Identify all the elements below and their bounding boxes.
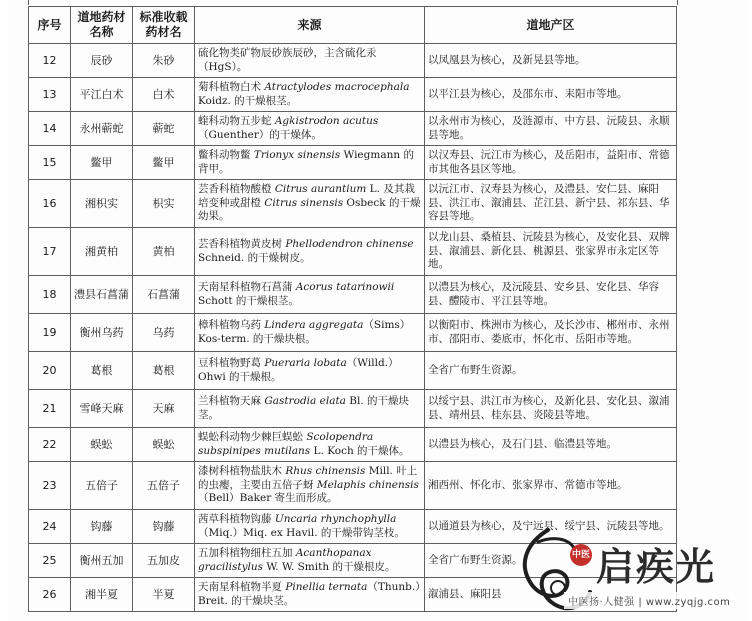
source-text: L. Koch 的干燥体。 <box>310 444 410 457</box>
table-row <box>29 228 677 276</box>
standard-name: 黄柏 <box>133 228 195 276</box>
herb-name: 湘黄柏 <box>71 228 133 276</box>
producing-area: 以衡阳市、株洲市为核心，及长沙市、郴州市、永州市、邵阳市、娄底市，怀化市、岳阳市等地。 <box>425 314 677 352</box>
producing-area: 以平江县为核心，及邵东市、耒阳市等地。 <box>425 78 677 112</box>
producing-area: 溆浦县、麻阳县 <box>425 578 677 612</box>
source-text: （Bell）Baker 寄生而形成。 <box>198 492 338 505</box>
standard-name: 五加皮 <box>133 544 195 578</box>
herb-name: 湘枳实 <box>71 180 133 228</box>
source-text: W. W. Smith 的干燥根皮。 <box>263 560 396 573</box>
latin-species-name: Pinellia ternata <box>285 581 368 593</box>
table-row <box>29 180 677 228</box>
herb-name: 雪峰天麻 <box>71 390 133 428</box>
header-name: 道地药材 名称 <box>71 7 133 44</box>
table-row <box>29 44 677 78</box>
row-number: 22 <box>29 428 71 462</box>
row-number: 26 <box>29 578 71 612</box>
producing-area: 以永州市为核心，及涟源市、中方县、沅陵县、永顺县等地。 <box>425 112 677 146</box>
producing-area: 以龙山县、桑植县、沅陵县为核心，及安化县、双牌县、溆浦县、新化县、桃源县、张家界市永定区等地。 <box>425 228 677 276</box>
table-row <box>29 276 677 314</box>
watermark-brand: 启疾光 <box>596 544 717 589</box>
latin-species-name: Gastrodia elata <box>264 395 346 407</box>
source-text: Mill. 叶上的虫瘿，主要由五倍子蚜 <box>198 465 418 491</box>
table-header-row <box>29 7 677 44</box>
latin-species-name: Uncaria rhynchophylla <box>274 513 397 525</box>
header-area: 道地产区 <box>425 7 677 44</box>
source-text: （Miq.）Miq. ex Havil. 的干燥带钩茎枝。 <box>198 526 405 539</box>
herb-name: 衡州乌药 <box>71 314 133 352</box>
latin-species-name: Agkistrodon acutus <box>274 115 379 127</box>
herb-source <box>195 510 425 544</box>
latin-species-name: Trionyx sinensis <box>253 149 341 161</box>
herb-source <box>195 462 425 510</box>
standard-name: 石菖蒲 <box>133 276 195 314</box>
table-row <box>29 78 677 112</box>
table-row <box>29 428 677 462</box>
producing-area: 全省广布野生资源。 <box>425 352 677 390</box>
source-text: 樟科植物乌药 <box>198 319 265 331</box>
latin-species-name: Acanthopanax gracilistylus <box>198 547 372 573</box>
standard-name: 鳖甲 <box>133 146 195 180</box>
source-text: Schott 的干燥根茎。 <box>198 294 299 307</box>
table-row <box>29 112 677 146</box>
herb-name: 湘半夏 <box>71 578 133 612</box>
table-row <box>29 390 677 428</box>
herb-name: 钩藤 <box>71 510 133 544</box>
herb-source <box>195 180 425 228</box>
standard-name: 蕲蛇 <box>133 112 195 146</box>
row-number: 18 <box>29 276 71 314</box>
herb-source <box>195 44 425 78</box>
row-number: 15 <box>29 146 71 180</box>
herb-name: 衡州五加 <box>71 544 133 578</box>
producing-area: 以澧县为核心，及沅陵县、安乡县、安化县、华容县、醴陵市、平江县等地。 <box>425 276 677 314</box>
herb-source <box>195 276 425 314</box>
row-number: 16 <box>29 180 71 228</box>
standard-name: 半夏 <box>133 578 195 612</box>
herb-name: 永州蕲蛇 <box>71 112 133 146</box>
producing-area: 湘西州、怀化市、张家界市、常德市等地。 <box>425 462 677 510</box>
row-number: 23 <box>29 462 71 510</box>
latin-species-name: Citrus aurantium <box>274 183 367 196</box>
row-number: 17 <box>29 228 71 276</box>
source-text: 茜草科植物钩藤 <box>198 513 275 525</box>
herb-source <box>195 78 425 112</box>
latin-species-name: Rhus chinensis <box>285 465 366 478</box>
table-top-edge <box>28 0 678 5</box>
herb-name: 蜈蚣 <box>71 428 133 462</box>
herb-name: 鳖甲 <box>71 146 133 180</box>
source-text: （Sims）Kos-term. 的干燥块根。 <box>198 319 411 345</box>
row-number: 12 <box>29 44 71 78</box>
herb-source <box>195 112 425 146</box>
row-number: 24 <box>29 510 71 544</box>
herb-name: 五倍子 <box>71 462 133 510</box>
latin-species-name: Citrus sinensis <box>264 196 344 209</box>
herb-source <box>195 390 425 428</box>
source-text: 硫化物类矿物辰砂族辰砂，主含硫化汞（HgS）。 <box>198 47 377 73</box>
watermark-footer: 中医扬·人健强 | www.zyqjg.com <box>564 592 734 609</box>
producing-area: 全省广布野生资源。 <box>425 544 677 578</box>
table-row <box>29 314 677 352</box>
row-number: 13 <box>29 78 71 112</box>
standard-name: 乌药 <box>133 314 195 352</box>
source-text: Wiegmann 的背甲。 <box>198 149 414 175</box>
header-std: 标准收载 药材名 <box>133 7 195 44</box>
row-number: 21 <box>29 390 71 428</box>
source-text: L. 及其栽培变种或甜橙 <box>198 183 415 209</box>
row-number: 20 <box>29 352 71 390</box>
row-number: 25 <box>29 544 71 578</box>
source-text: （Willd.）Ohwi 的干燥根。 <box>198 357 399 383</box>
source-text: 五加科植物细柱五加 <box>198 547 296 559</box>
latin-species-name: Melaphis chinensis <box>316 478 419 491</box>
site-watermark <box>500 522 752 620</box>
herb-source <box>195 228 425 276</box>
herb-source <box>195 352 425 390</box>
document-page <box>8 0 748 621</box>
source-text: Koidz. 的干燥根茎。 <box>198 94 298 107</box>
herb-name: 辰砂 <box>71 44 133 78</box>
seal-badge: 中医 <box>570 544 592 566</box>
herb-name: 葛根 <box>71 352 133 390</box>
source-text: 菊科植物白术 <box>198 81 265 93</box>
standard-name: 枳实 <box>133 180 195 228</box>
standard-name: 蜈蚣 <box>133 428 195 462</box>
row-number: 19 <box>29 314 71 352</box>
source-text: Schneid. 的干燥树皮。 <box>198 251 311 264</box>
table-row <box>29 352 677 390</box>
source-text: 蝰科动物五步蛇 <box>198 115 275 127</box>
source-text: 蜈蚣科动物少棘巨蜈蚣 <box>198 431 307 443</box>
standard-name: 朱砂 <box>133 44 195 78</box>
producing-area: 以澧县为核心，及石门县、临澧县等地。 <box>425 428 677 462</box>
source-text: 芸香科植物酸橙 <box>198 183 275 196</box>
source-text: Osbeck 的干燥幼果。 <box>198 196 421 223</box>
source-text: 兰科植物天麻 <box>198 395 265 407</box>
standard-name: 白术 <box>133 78 195 112</box>
producing-area: 以绥宁县、洪江市为核心，及新化县、安化县、溆浦县、靖州县、桂东县、炎陵县等地。 <box>425 390 677 428</box>
latin-species-name: Lindera aggregata <box>264 319 364 331</box>
source-text: 鳖科动物鳖 <box>198 149 254 161</box>
source-text: 豆科植物野葛 <box>198 357 265 369</box>
herb-source <box>195 314 425 352</box>
standard-name: 五倍子 <box>133 462 195 510</box>
herb-source <box>195 578 425 612</box>
herb-source <box>195 544 425 578</box>
latin-species-name: Acorus tatarinowii <box>295 281 395 293</box>
herb-name: 澧县石菖蒲 <box>71 276 133 314</box>
source-text: （Thunb.）Breit. 的干燥块茎。 <box>198 581 421 607</box>
producing-area: 以通道县为核心，及宁远县、绥宁县、沅陵县等地。 <box>425 510 677 544</box>
latin-species-name: Phellodendron chinense <box>285 238 414 250</box>
latin-species-name: Atractylodes macrocephala <box>264 81 410 93</box>
source-text: （Guenther）的干燥体。 <box>198 128 322 141</box>
standard-name: 钩藤 <box>133 510 195 544</box>
source-text: 漆树科植物盐肤木 <box>198 465 286 478</box>
herb-source <box>195 146 425 180</box>
table-row <box>29 462 677 510</box>
herb-source <box>195 428 425 462</box>
table-row <box>29 146 677 180</box>
standard-name: 天麻 <box>133 390 195 428</box>
source-text: 天南星科植物半夏 <box>198 581 286 593</box>
producing-area: 以沅江市、汉寿县为核心，及澧县、安仁县、麻阳县、洪江市、溆浦县、芷江县、新宁县、祁东县、华容县等地。 <box>425 180 677 228</box>
standard-name: 葛根 <box>133 352 195 390</box>
source-text: Bl. 的干燥块茎。 <box>198 395 410 421</box>
header-source: 来源 <box>195 7 425 44</box>
latin-species-name: Scolopendra subspinipes mutilans <box>198 431 374 457</box>
source-text: 芸香科植物黄皮树 <box>198 238 286 250</box>
producing-area: 以汉寿县、沅江市为核心，及岳阳市，益阳市、常德市其他各县区等地。 <box>425 146 677 180</box>
producing-area: 以凤凰县为核心，及新晃县等地。 <box>425 44 677 78</box>
herb-name: 平江白术 <box>71 78 133 112</box>
header-num: 序号 <box>29 7 71 44</box>
source-text: 天南星科植物石菖蒲 <box>198 281 296 293</box>
row-number: 14 <box>29 112 71 146</box>
latin-species-name: Pueraria lobata <box>264 357 347 369</box>
